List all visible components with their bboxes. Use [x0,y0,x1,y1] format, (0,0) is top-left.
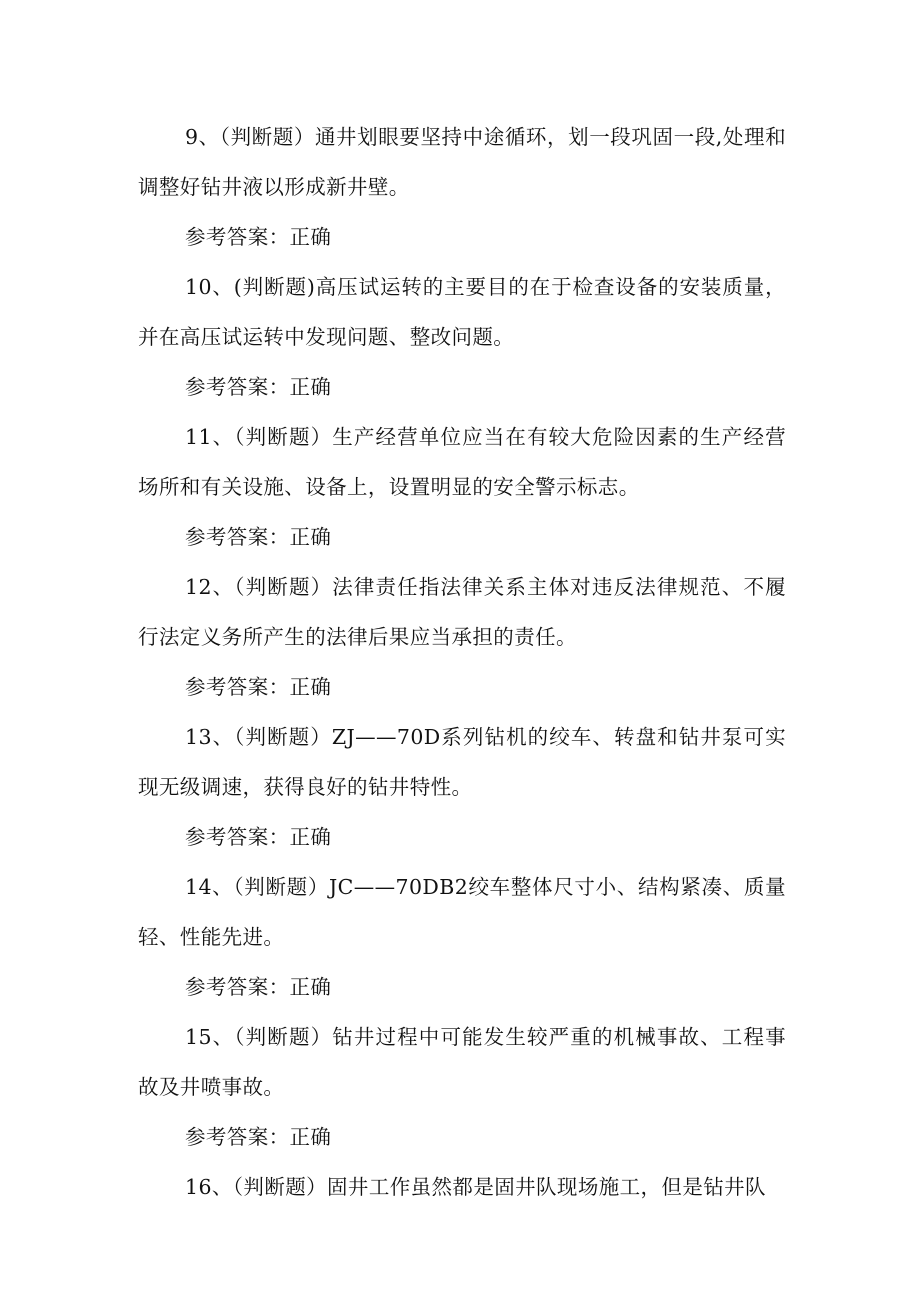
answer-text: 参考答案：正确 [185,225,332,249]
answer-text: 参考答案：正确 [185,1125,332,1149]
answer-text: 参考答案：正确 [185,825,332,849]
question-text: 13、（判断题）ZJ——70D系列钻机的绞车、转盘和钻井泵可实现无级调速，获得良好的钻井特性。 [138,725,786,799]
question-item [138,562,786,712]
question-text: 11、（判断题）生产经营单位应当在有较大危险因素的生产经营场所和有关设施、设备上，设置明显的安全警示标志。 [138,425,786,499]
question-text: 12、（判断题）法律责任指法律关系主体对违反法律规范、不履行法定义务所产生的法律后果应当承担的责任。 [138,575,786,649]
question-text: 14、（判断题）JC——70DB2绞车整体尺寸小、结构紧凑、质量轻、性能先进。 [138,875,786,949]
question-item [138,412,786,562]
question-item [138,1162,786,1212]
question-text: 9、（判断题）通井划眼要坚持中途循环，划一段巩固一段,处理和调整好钻井液以形成新井壁。 [138,125,786,199]
question-text: 15、（判断题）钻井过程中可能发生较严重的机械事故、工程事故及井喷事故。 [138,1025,786,1099]
question-list [138,112,786,1212]
answer-text: 参考答案：正确 [185,375,332,399]
question-item [138,1012,786,1162]
question-text: 10、(判断题)高压试运转的主要目的在于检查设备的安装质量，并在高压试运转中发现问题、整改问题。 [138,275,786,349]
question-item [138,712,786,862]
answer-text: 参考答案：正确 [185,525,332,549]
question-item [138,112,786,262]
question-item [138,262,786,412]
answer-text: 参考答案：正确 [185,675,332,699]
question-item [138,862,786,1012]
question-text: 16、（判断题）固井工作虽然都是固井队现场施工，但是钻井队 [185,1175,766,1199]
answer-text: 参考答案：正确 [185,975,332,999]
